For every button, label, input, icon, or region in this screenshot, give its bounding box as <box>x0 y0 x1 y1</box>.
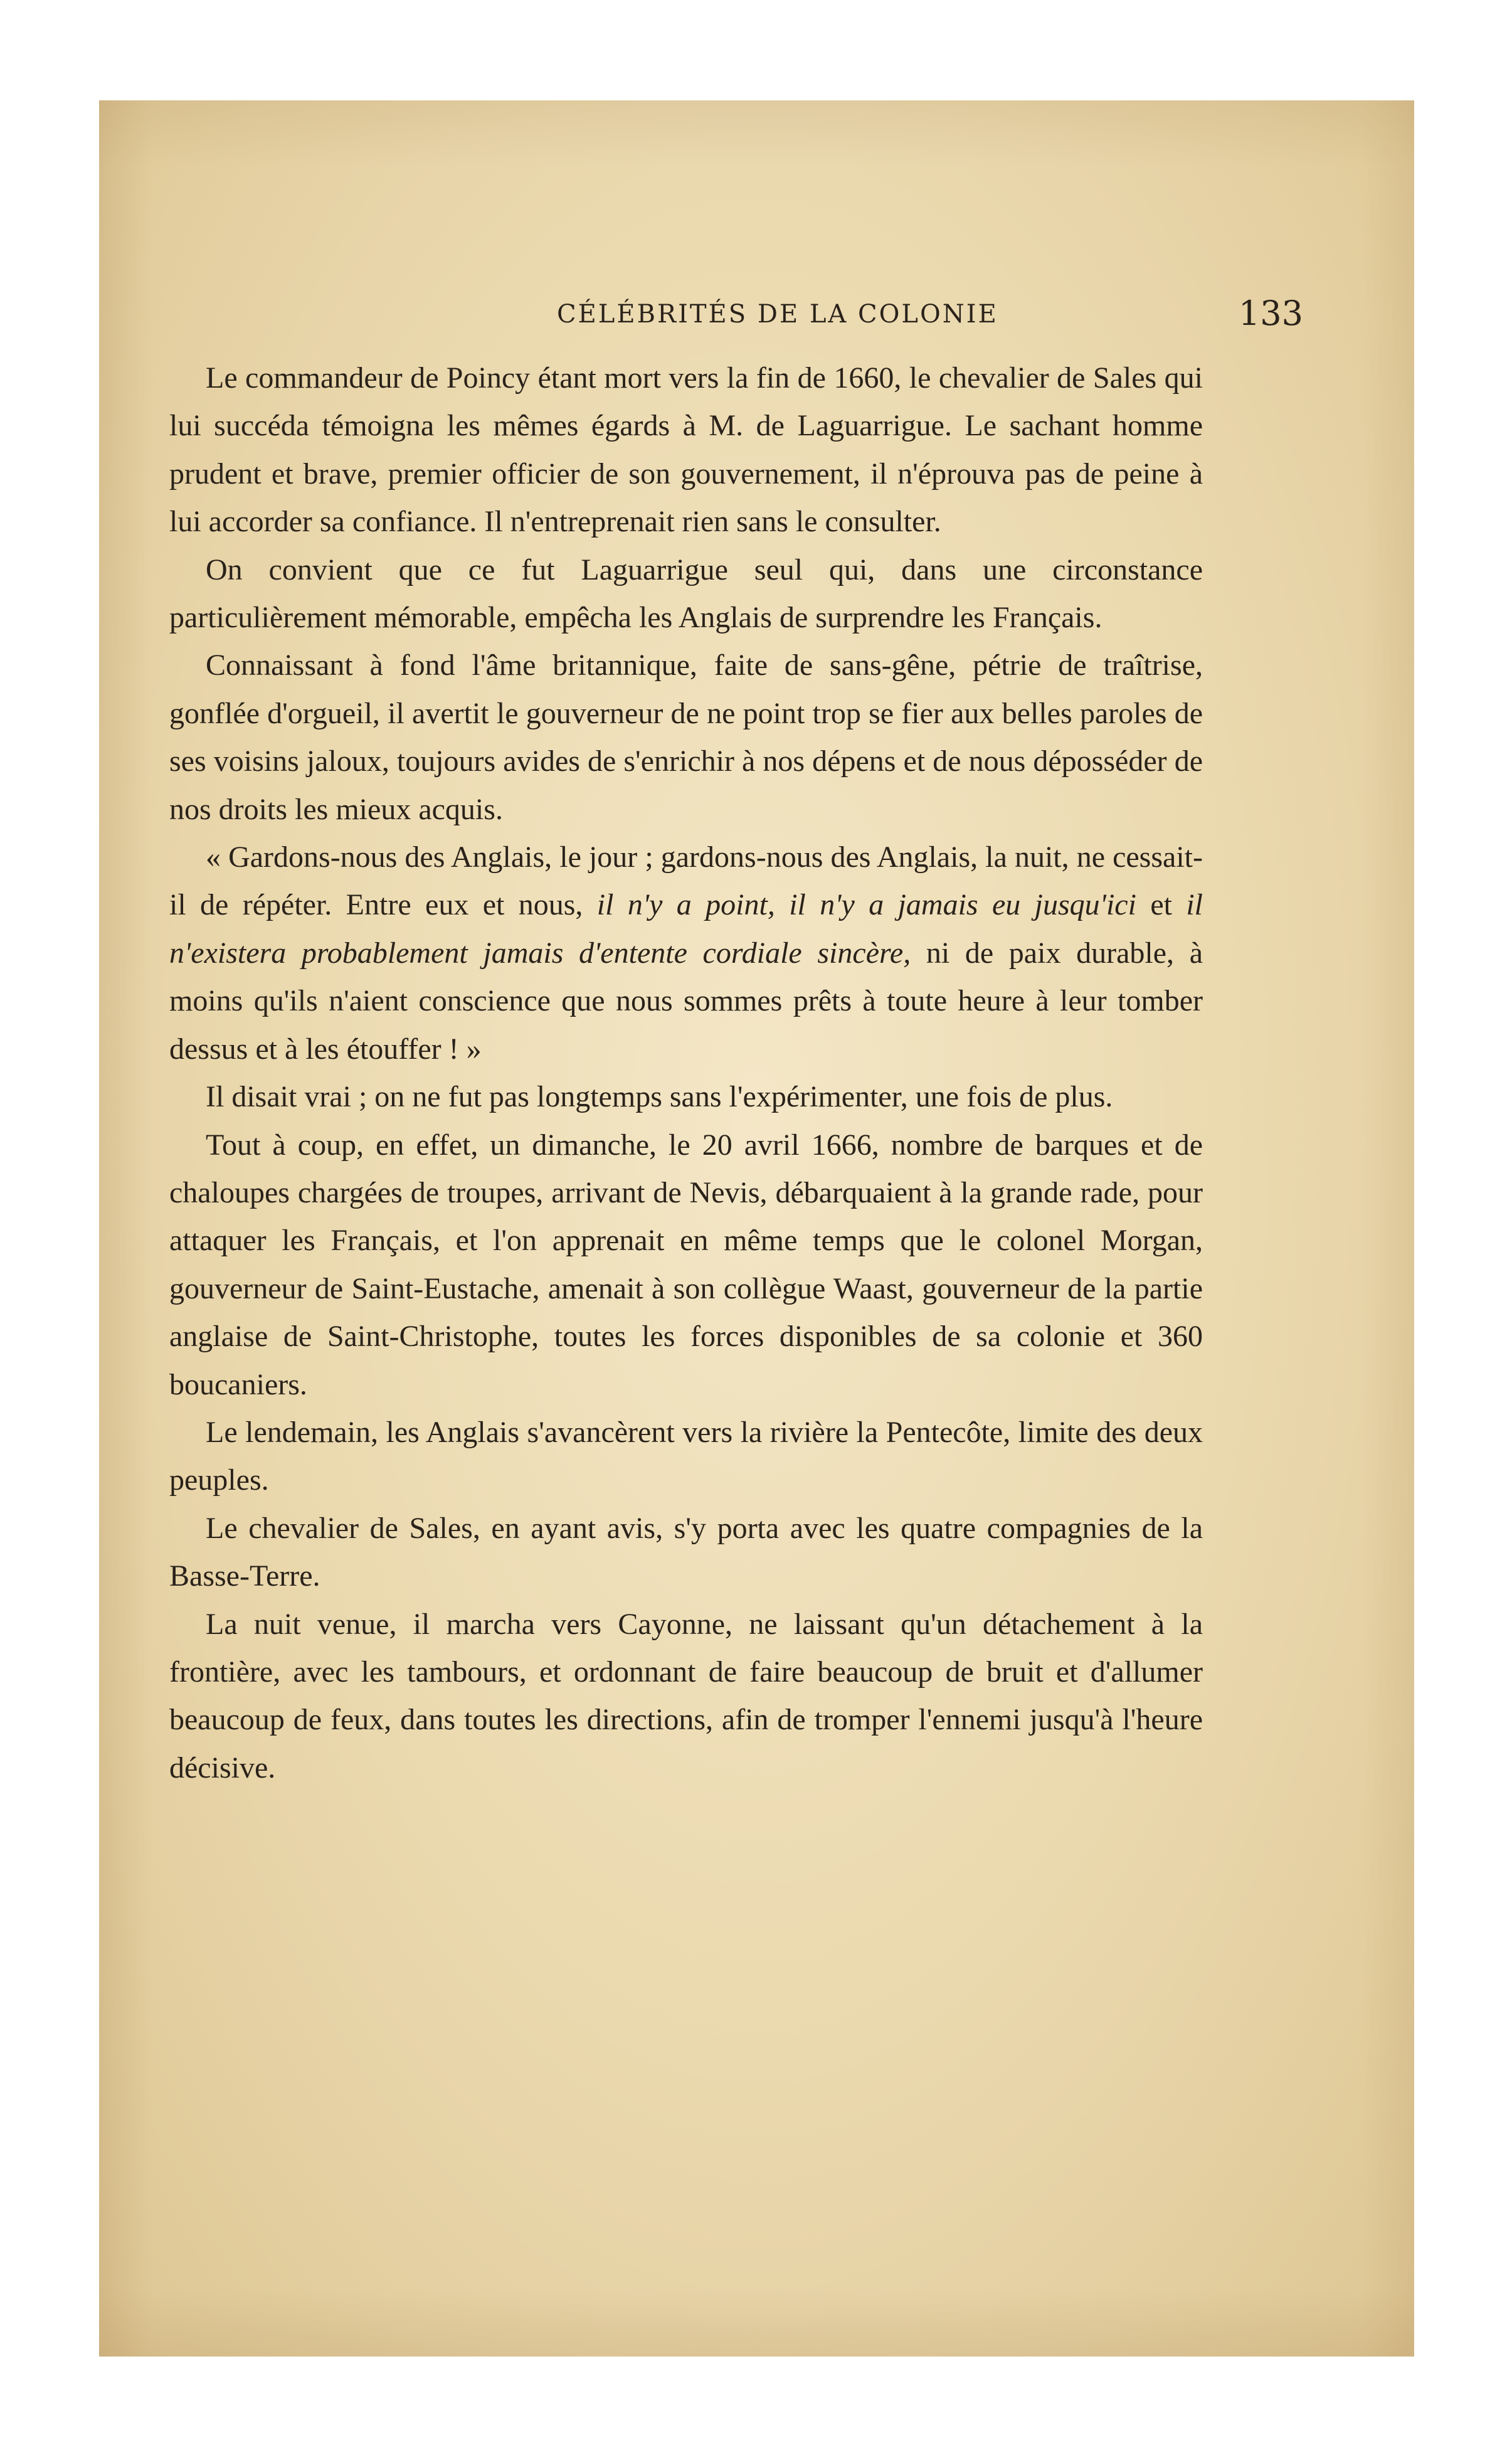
paragraph: Il disait vrai ; on ne fut pas longtemps sans l'expérimenter, une fois de plus. <box>206 1080 1113 1114</box>
paragraph: Tout à coup, en effet, un dimanche, le 20 avril 1666, nombre de barques et de chaloupes chargées de troupes, arrivant de Nevis, débarquaient à la grande rade, pour attaquer les Français, et l'on apprenait en même temps que le colonel Morgan, gouverneur de Saint-Eustache, amenait à son collègue Waast, gouverneur de la partie anglaise de Saint-Christophe, toutes les forces disponibles de sa colonie et 360 boucaniers. <box>169 1128 1203 1401</box>
paragraph-segment: « Gardons-nous des Anglais, le jour ; gardons-nous des Anglais, la nuit, ne cessait-il de répéter. Entre eux et nous, <box>169 841 1203 922</box>
paragraph: Le chevalier de Sales, en ayant avis, s'y porta avec les quatre compagnies de la Basse-Terre. <box>169 1511 1203 1593</box>
italic-segment: il n'existera probablement jamais d'entente cordiale sincère, <box>169 888 1203 970</box>
paragraph: La nuit venue, il marcha vers Cayonne, ne laissant qu'un détachement à la frontière, avec les tambours, et ordonnant de faire beaucoup de bruit et d'allumer beaucoup de feux, dans toutes les directions, afin de tromper l'ennemi jusqu'à l'heure décisive. <box>169 1607 1203 1784</box>
page-number: 133 <box>1238 294 1303 333</box>
paragraph-segment: et <box>1136 888 1187 922</box>
italic-segment: il n'y a point, il n'y a jamais eu jusqu'ici <box>596 888 1136 922</box>
paragraph-quote <box>169 834 1203 1073</box>
paragraph: On convient que ce fut Laguarrigue seul qui, dans une circonstance particulièrement mémorable, empêcha les Anglais de surprendre les Français. <box>169 553 1203 635</box>
paragraph: Connaissant à fond l'âme britannique, faite de sans-gêne, pétrie de traîtrise, gonflée d'orgueil, il avertit le gouverneur de ne point trop se fier aux belles paroles de ses voisins jaloux, toujours avides de s'enrichir à nos dépens et de nous déposséder de nos droits les mieux acquis. <box>169 649 1203 826</box>
paragraph-segment: ni de paix durable, à moins qu'ils n'aient conscience que nous sommes prêts à toute heure à leur tomber dessus et à les étouffer ! » <box>169 936 1203 1066</box>
book-page <box>99 100 1414 2357</box>
paragraph: Le commandeur de Poincy étant mort vers la fin de 1660, le chevalier de Sales qui lui succéda témoigna les mêmes égards à M. de Laguarrigue. Le sachant homme prudent et brave, premier officier de son gouvernement, il n'éprouva pas de peine à lui accorder sa confiance. Il n'entreprenait rien sans le consulter. <box>169 361 1203 539</box>
running-title: CÉLÉBRITÉS DE LA COLONIE <box>557 300 998 329</box>
body-text <box>169 354 1203 1792</box>
paragraph: Le lendemain, les Anglais s'avancèrent vers la rivière la Pentecôte, limite des deux peuples. <box>169 1415 1203 1497</box>
running-header <box>457 289 1303 339</box>
